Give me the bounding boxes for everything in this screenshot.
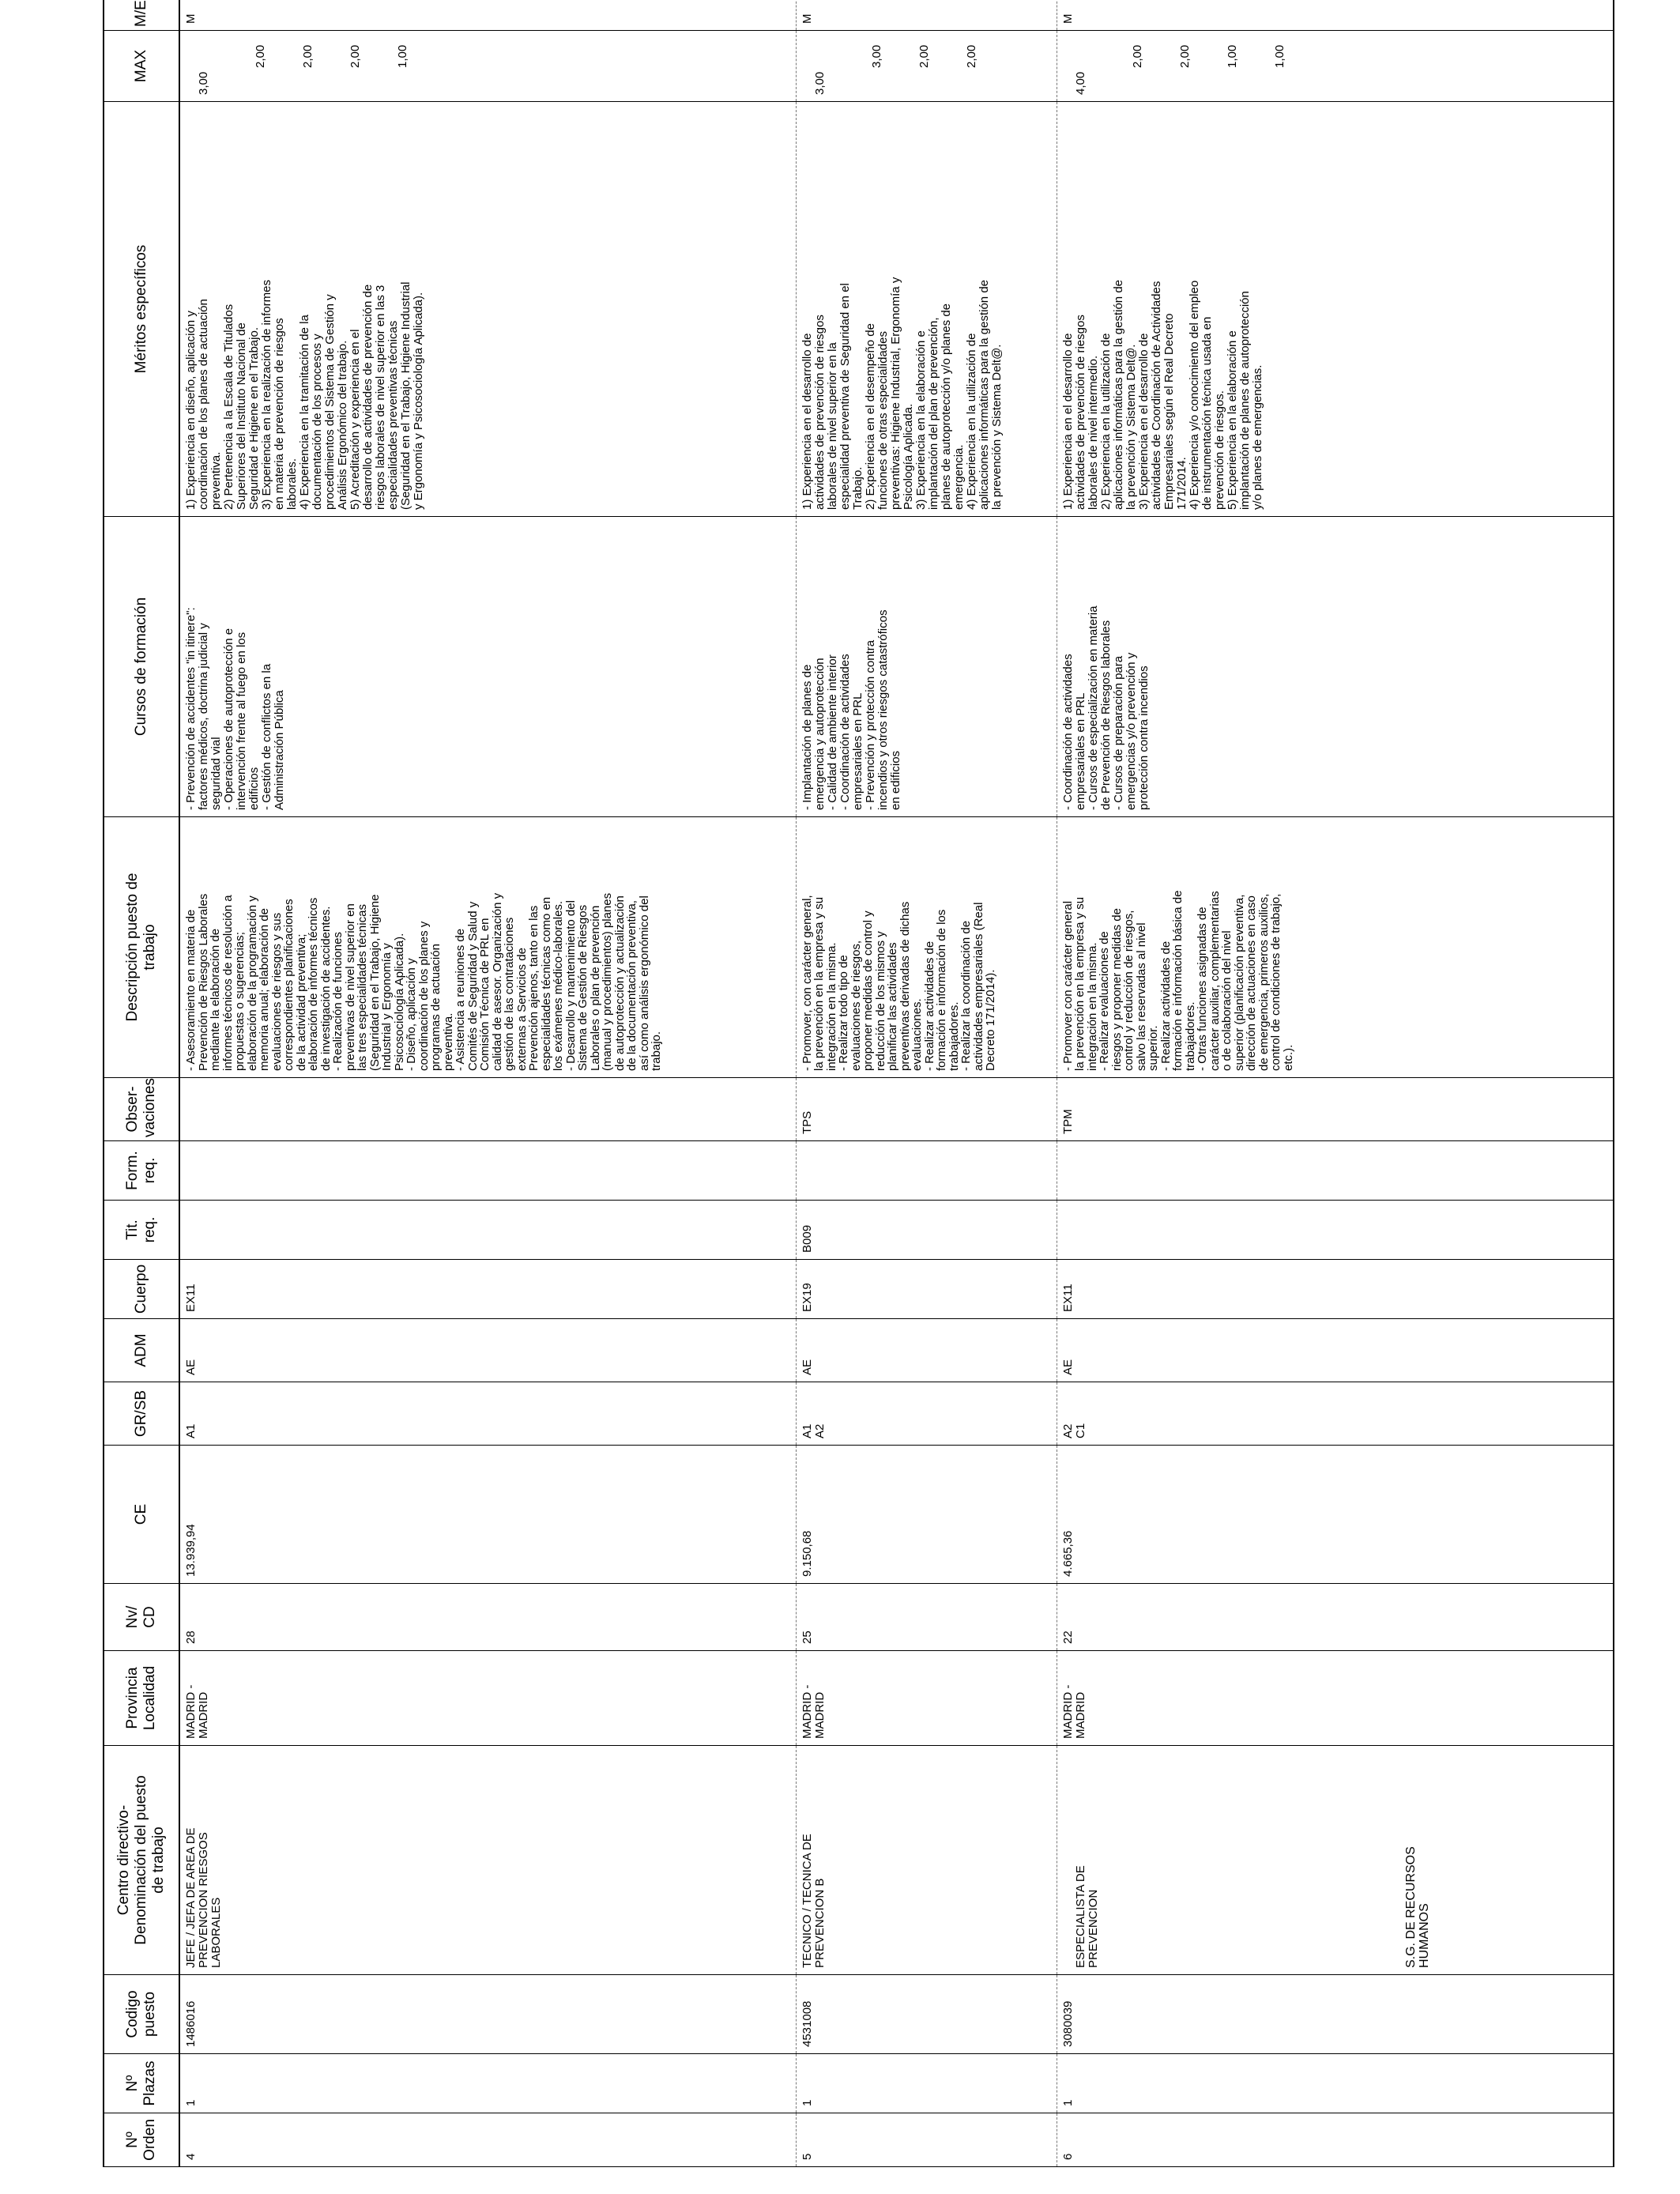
cell-ce: 4.665,36 (1057, 1446, 1614, 1584)
cell-adm: AE (1057, 1319, 1614, 1382)
cell-cuerpo: EX11 (1057, 1260, 1614, 1319)
cell-me: M (1057, 0, 1614, 31)
max-value: 2,00 (301, 44, 315, 68)
max-value: 2,00 (1177, 44, 1192, 68)
header-grsb: GR/SB (104, 1382, 179, 1446)
max-value: 1,00 (396, 44, 409, 68)
cell-cursos: - Coordinación de actividades empresariales en PRL - Cursos de especialización en materia de Prevención de Riesgos laborales - Cursos de preparación para emergencias y/o prevención y protección contra incendios (1057, 517, 1614, 817)
header-obs: Obser- vaciones (104, 1078, 179, 1141)
cell-max (796, 31, 1057, 102)
header-centro: Centro directivo- Denominación del puesto de trabajo (104, 1746, 179, 1975)
header-me: M/E (104, 0, 179, 31)
cell-nivel: 28 (179, 1584, 796, 1651)
cell-adm: AE (796, 1319, 1057, 1382)
cell-cuerpo: EX11 (179, 1260, 796, 1319)
cell-ce: 9.150,68 (796, 1446, 1057, 1584)
cell-obs (179, 1078, 796, 1141)
cell-tit: B009 (796, 1201, 1057, 1260)
table-row (1057, 0, 1614, 2167)
cell-plazas: 1 (796, 2054, 1057, 2113)
cell-tit (179, 1201, 796, 1260)
cell-nivel: 25 (796, 1584, 1057, 1651)
max-value: 1,00 (1225, 44, 1239, 68)
table-row (179, 0, 796, 2167)
header-max: MAX (104, 31, 179, 102)
max-value: 3,00 (812, 71, 827, 95)
job-positions-table (103, 0, 1614, 2167)
header-orden: Nº Orden (104, 2113, 179, 2167)
max-value: 3,00 (869, 44, 883, 68)
cell-orden: 6 (1057, 2113, 1614, 2167)
cell-grsb: A1 (179, 1382, 796, 1446)
cell-codigo: 3080039 (1057, 1975, 1614, 2054)
cell-cursos: - Implantación de planes de emergencia y autoprotección - Calidad de ambiente interior - Coordinación de actividades empresariales en PRL - Prevención y protección contra incendios y otros riesgos catastróficos en edificios (796, 517, 1057, 817)
cell-provincia: MADRID - MADRID (796, 1651, 1057, 1746)
cell-orden: 4 (179, 2113, 796, 2167)
max-value: 3,00 (197, 71, 210, 95)
position-title: ESPECIALISTA DE PREVENCION (1073, 1865, 1100, 1968)
cell-centro: JEFE / JEFA DE AREA DE PREVENCION RIESGOS LABORALES (179, 1746, 796, 1975)
cell-provincia: MADRID - MADRID (179, 1651, 796, 1746)
cell-codigo: 1486016 (179, 1975, 796, 2054)
cell-obs: TPM (1057, 1078, 1614, 1141)
cell-centro: TECNICO / TECNICA DE PREVENCION B (796, 1746, 1057, 1975)
cell-cursos: - Prevención de accidentes "in itinere": factores médicos, doctrina judicial y seguridad vial - Operaciones de autoprotección e intervención frente al fuego en los edificios - Gestión de conflictos en la Administración Pública (179, 517, 796, 817)
cell-obs: TPS (796, 1078, 1057, 1141)
table-header (104, 0, 179, 2167)
cell-grsb: A2 C1 (1057, 1382, 1614, 1446)
cell-grsb: A1 A2 (796, 1382, 1057, 1446)
header-form: Form. req. (104, 1141, 179, 1201)
cell-me: M (179, 0, 796, 31)
cell-plazas: 1 (1057, 2054, 1614, 2113)
directorate-name: S.G. DE RECURSOS HUMANOS (1403, 1846, 1431, 1968)
cell-meritos: 1) Experiencia en el desarrollo de actividades de prevención de riesgos laborales de nivel intermedio. 2) Experiencia en la utilización de aplicaciones informáticas para la gestión de la prevención y Sistema Delt@. 3) Experiencia en el desarrollo de actividades de Coordinación de Actividades Empresariales según el Real Decreto 171/2014. 4) Experiencia y/o conocimiento del empleo de instrumentación técnica usada en prevención de riesgos. 5) Experiencia en la elaboración e implantación de planes de autoprotección y/o planes de emergencias. (1057, 102, 1614, 517)
cell-form (179, 1141, 796, 1201)
header-nivel: Nv/ CD (104, 1584, 179, 1651)
header-cuerpo: Cuerpo (104, 1260, 179, 1319)
header-cursos: Cursos de formación (104, 517, 179, 817)
cell-form (796, 1141, 1057, 1201)
max-value: 2,00 (254, 44, 267, 68)
max-value: 2,00 (1130, 44, 1144, 68)
cell-cuerpo: EX19 (796, 1260, 1057, 1319)
cell-nivel: 22 (1057, 1584, 1614, 1651)
header-plazas: Nº Plazas (104, 2054, 179, 2113)
cell-tit (1057, 1201, 1614, 1260)
cell-orden: 5 (796, 2113, 1057, 2167)
cell-form (1057, 1141, 1614, 1201)
cell-meritos: 1) Experiencia en el desarrollo de actividades de prevención de riesgos laborales de nivel superior en la especialidad preventiva de Seguridad en el Trabajo. 2) Experiencia en el desempeño de funciones de otras especialidades preventivas: Higiene Industrial, Ergonomía y Psicología Aplicada. 3) Experiencia en la elaboración e implantación del plan de prevención, planes de autoprotección y/o planes de emergencia. 4) Experiencia en la utilización de aplicaciones informáticas para la gestión de la prevención y Sistema Delt@. (796, 102, 1057, 517)
table-row (796, 0, 1057, 2167)
max-value: 4,00 (1073, 71, 1087, 95)
max-value: 2,00 (348, 44, 362, 68)
cell-me: M (796, 0, 1057, 31)
cell-plazas: 1 (179, 2054, 796, 2113)
cell-codigo: 4531008 (796, 1975, 1057, 2054)
header-desc: Descripción puesto de trabajo (104, 817, 179, 1078)
header-adm: ADM (104, 1319, 179, 1382)
header-codigo: Codigo puesto (104, 1975, 179, 2054)
cell-centro (1057, 1746, 1614, 1975)
header-provincia: Provincia Localidad (104, 1651, 179, 1746)
max-value: 2,00 (917, 44, 931, 68)
cell-desc: - Asesoramiento en materia de Prevención de Riesgos Laborales mediante la elaboración de informes técnicos de resolución a propuestas o sugerencias; elaboración de la programación y memoria anual; elaboración de evaluaciones de riesgos y sus correspondientes planificaciones de la actividad preventiva; elaboración de informes técnicos de investigación de accidentes. - Realización de funciones preventivas de nivel superior en las tres especialidades técnicas (Seguridad en el Trabajo, Higiene Industrial y Ergonomía y Psicosociología Aplicada). - Diseño, aplicación y coordinación de los planes y programas de actuación preventiva. - Asistencia a reuniones de Comités de Seguridad y Salud y Comisión Técnica de PRL en calidad de asesor. Organización y gestión de las contrataciones externas a Servicios de Prevención ajenos, tanto en las especialidades técnicas como en los exámenes médico-laborales. - Desarrollo y mantenimiento del Sistema de Gestión de Riesgos Laborales o plan de prevención (manual y procedimientos) planes de autoprotección y actualización de la documentación preventiva, así como análisis ergonómico del trabajo. (179, 817, 796, 1078)
cell-max (179, 31, 796, 102)
cell-ce: 13.939,94 (179, 1446, 796, 1584)
header-ce: CE (104, 1446, 179, 1584)
cell-provincia: MADRID - MADRID (1057, 1651, 1614, 1746)
cell-adm: AE (179, 1319, 796, 1382)
max-value: 1,00 (1272, 44, 1286, 68)
cell-max (1057, 31, 1614, 102)
cell-meritos: 1) Experiencia en diseño, aplicación y coordinación de los planes de actuación preventiva. 2) Pertenencia a la Escala de Titulados Superiores del Instituto Nacional de Seguridad e Higiene en el Trabajo. 3) Experiencia en la realización de informes en materia de prevención de riesgos laborales. 4) Experiencia en la tramitación de la documentación de los procesos y procedimientos del Sistema de Gestión y Análisis Ergonómico del trabajo. 5) Acreditación y experiencia en el desarrollo de actividades de prevención de riesgos laborales de nivel superior en las 3 especialidades preventivas técnicas (Seguridad en el Trabajo, Higiene Industrial y Ergonomía y Psicosociología Aplicada). (179, 102, 796, 517)
header-tit: Tit. req. (104, 1201, 179, 1260)
cell-desc: - Promover, con carácter general, la prevención en la empresa y su integración en la misma. - Realizar todo tipo de evaluaciones de riesgos, proponer medidas de control y reducción de los mismos y planificar las actividades preventivas derivadas de dichas evaluaciones. - Realizar actividades de formación e información de los trabajadores. - Realizar la coordinación de actividades empresariales (Real Decreto 171/2014). (796, 817, 1057, 1078)
header-meritos: Méritos específicos (104, 102, 179, 517)
max-value: 2,00 (964, 44, 978, 68)
cell-desc: - Promover con carácter general la prevención en la empresa y su integración en la misma. - Realizar evaluaciones de riesgos y proponer medidas de control y reducción de riesgos, salvo las reservadas al nivel superior. - Realizar actividades de formación e información básica de trabajadores. - Otras funciones asignadas de carácter auxiliar, complementarias o de colaboración del nivel superior (planificación preventiva, dirección de actuaciones en caso de emergencia, primeros auxilios, control de condiciones de trabajo, etc.). (1057, 817, 1614, 1078)
